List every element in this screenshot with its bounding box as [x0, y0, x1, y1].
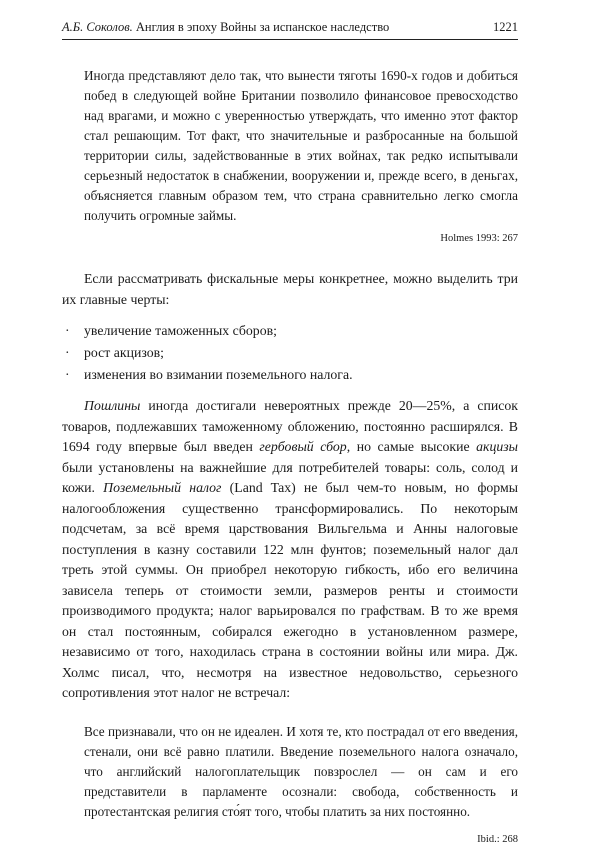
list-item-text: изменения во взимании поземельного налога. — [84, 367, 353, 382]
list-item — [62, 342, 518, 364]
quote-1-citation: Holmes 1993: 267 — [440, 233, 518, 244]
page-number: 1221 — [493, 20, 518, 34]
list-item-text: рост акцизов; — [84, 345, 164, 360]
bullet-icon: · — [65, 323, 70, 338]
page-body — [62, 66, 518, 850]
block-quote-1 — [62, 66, 518, 249]
header-title: Англия в эпоху Войны за испанское наследство — [135, 20, 390, 34]
list-item — [62, 320, 518, 342]
intro-paragraph: Если рассматривать фискальные меры конкретнее, можно выделить три их главные черты: — [62, 271, 518, 307]
bullet-icon: · — [65, 367, 70, 382]
term-excises: акцизы — [476, 439, 519, 454]
quote-2-citation: Ibid.: 268 — [477, 833, 518, 845]
main-paragraph: Пошлины иногда достигали невероятных прежде 20—25%, а список товаров, подлежавших таможенному обложению, постоянно расширялся. В 1694 году впервые был введен гербовый сбор, но самые высокие акцизы были установлены на важнейшие для потребителей товары: соль, солод и кожи. Поземельный налог (Land Tax) не был чем-то новым, но формы налогообложения существенно трансформировались. По некоторым подсчетам, за всё время царствования Вильгельма и Анны налоговые поступления в казну составили 122 млн фунтов; поземельный налог дал треть этой суммы. Он приобрел некоторую гибкость, ибо его величина зависела теперь от стоимости земли, размеров ренты и стоимости производимого продукта; налог варьировался по графствам. В то же время он стал постоянным, собирался ежегодно в установленном размере, независимо от того, находилась страна в состоянии войны или мира. Дж. Холмс писал, что, несмотря на известное недовольство, серьезного сопротивления этот налог не встречал: — [62, 398, 519, 700]
bullet-icon: · — [65, 345, 70, 360]
term-stamp-duty: гербовый сбор — [259, 439, 347, 454]
header-author: А.Б. Соколов. — [62, 20, 133, 34]
term-land-tax: Поземельный налог — [103, 480, 222, 495]
quote-2-text: Все признавали, что он не идеален. И хотя те, кто пострадал от его введения, стенали, они всё равно платили. Введение поземельного налога означало, что английский налогоплательщик повзрослел — он сам и его представители в парламенте осознали: свобода, собственность и протестантская религия сто́ят того, чтобы платить за них постоянно. — [84, 723, 518, 819]
header-title-line — [62, 20, 389, 35]
quote-1-text: Иногда представляют дело так, что вынести тяготы 1690-х годов и добиться побед в следующей войне Британии позволило финансовое превосходство над врагами, и можно с уверенностью утверждать, что именно этот фактор стал решающим. Тот факт, что значительные и разбросанные на большой территории силы, задействованные в этих войнах, так редко испытывали серьезный недостаток в снабжении, вооружении и, прежде всего, в деньгах, объясняется главным образом тем, что страна сравнительно легко смогла получить огромные займы. — [84, 68, 518, 223]
list-item-text: увеличение таможенных сборов; — [84, 323, 277, 338]
list-item — [62, 364, 518, 386]
block-quote-2 — [62, 722, 518, 850]
term-duties: Пошлины — [84, 398, 141, 413]
fiscal-measures-list — [62, 320, 518, 386]
running-header — [62, 20, 518, 40]
